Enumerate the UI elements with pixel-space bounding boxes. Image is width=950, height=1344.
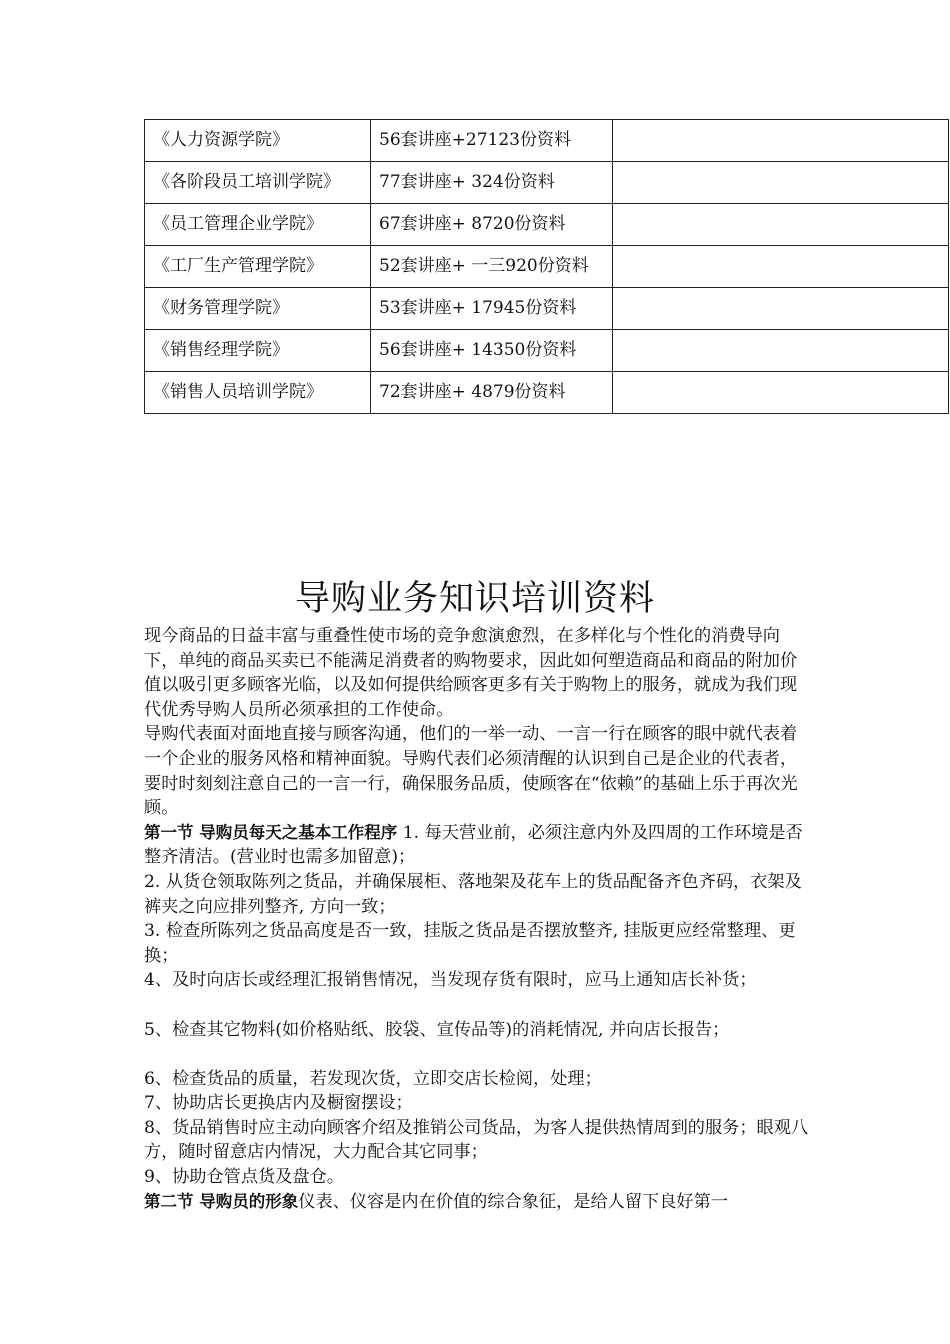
table-row [145,288,949,330]
procedure-item: 9、协助仓管点货及盘仓。 [144,1167,344,1188]
table-row [145,162,949,204]
blank-cell [613,288,949,330]
college-resources: 52套讲座+ 一三920份资料 [371,246,613,288]
college-resources: 67套讲座+ 8720份资料 [371,204,613,246]
blank-line [144,1042,812,1067]
table-row [145,372,949,414]
college-name: 《各阶段员工培训学院》 [145,162,371,204]
procedure-item: 1. 每天营业前，必须注意内外及四周的工作环境是否整齐清洁。(营业时也需多加留意)； [144,822,803,868]
document-body [144,624,812,1214]
college-name: 《人力资源学院》 [145,120,371,162]
blank-cell [613,204,949,246]
intro-paragraph: 现今商品的日益丰富与重叠性使市场的竞争愈演愈烈，在多样化与个性化的消费导向下，单纯的商品买卖已不能满足消费者的购物要求，因此如何塑造商品和商品的附加价值以吸引更多顾客光临，以及如何提供给顾客更多有关于购物上的服务，就成为我们现代优秀导购人员所必须承担的工作使命。 [144,626,798,720]
college-name: 《销售人员培训学院》 [145,372,371,414]
section-2 [144,1190,812,1215]
section-text: 仪表、仪容是内在价值的综合象征，是给人留下良好第一 [298,1191,728,1212]
intro-paragraph: 导购代表面对面地直接与顾客沟通，他们的一举一动、一言一行在顾客的眼中就代表着一个企业的服务风格和精神面貌。导购代表们必须清醒的认识到自己是企业的代表者，要时时刻刻注意自己的一言一行，确保服务品质，使顾客在“依赖”的基础上乐于再次光顾。 [144,724,798,819]
college-resources: 77套讲座+ 324份资料 [371,162,613,204]
procedure-item: 2. 从货仓领取陈列之货品，并确保展柜、落地架及花车上的货品配备齐色齐码，衣架及裤夹之向应排列整齐, 方向一致； [144,871,802,917]
procedure-item: 5、检查其它物料(如价格贴纸、胶袋、宣传品等)的消耗情况, 并向店长报告； [144,1019,730,1040]
table-row [145,330,949,372]
college-name: 《工厂生产管理学院》 [145,246,371,288]
procedure-item: 7、协助店长更换店内及橱窗摆设； [144,1093,413,1114]
college-name: 《销售经理学院》 [145,330,371,372]
table-row [145,120,949,162]
college-name: 《财务管理学院》 [145,288,371,330]
blank-cell [613,372,949,414]
blank-cell [613,162,949,204]
procedure-item: 8、货品销售时应主动向顾客介绍及推销公司货品，为客人提供热情周到的服务；眼观八方，随时留意店内情况，大力配合其它同事； [144,1117,809,1163]
section-heading: 第二节 导购员的形象 [144,1191,299,1211]
blank-cell [613,120,949,162]
blank-cell [613,246,949,288]
procedure-item: 3. 检查所陈列之货品高度是否一致，挂版之货品是否摆放整齐, 挂版更应经常整理、更换； [144,921,796,966]
table-row [145,204,949,246]
table-row [145,246,949,288]
procedure-item: 4、及时向店长或经理汇报销售情况，当发现存货有限时，应马上通知店长补货； [144,970,757,991]
section-1 [144,821,812,870]
blank-line [144,993,812,1018]
section-heading: 第一节 导购员每天之基本工作程序 [144,822,398,842]
blank-cell [613,330,949,372]
college-name: 《员工管理企业学院》 [145,204,371,246]
college-resources: 56套讲座+27123份资料 [371,120,613,162]
college-resources: 56套讲座+ 14350份资料 [371,330,613,372]
procedure-item: 6、检查货品的质量，若发现次货，立即交店长检阅，处理； [144,1068,602,1089]
resource-table [144,119,949,414]
college-resources: 72套讲座+ 4879份资料 [371,372,613,414]
college-resources: 53套讲座+ 17945份资料 [371,288,613,330]
document-title: 导购业务知识培训资料 [294,579,655,619]
